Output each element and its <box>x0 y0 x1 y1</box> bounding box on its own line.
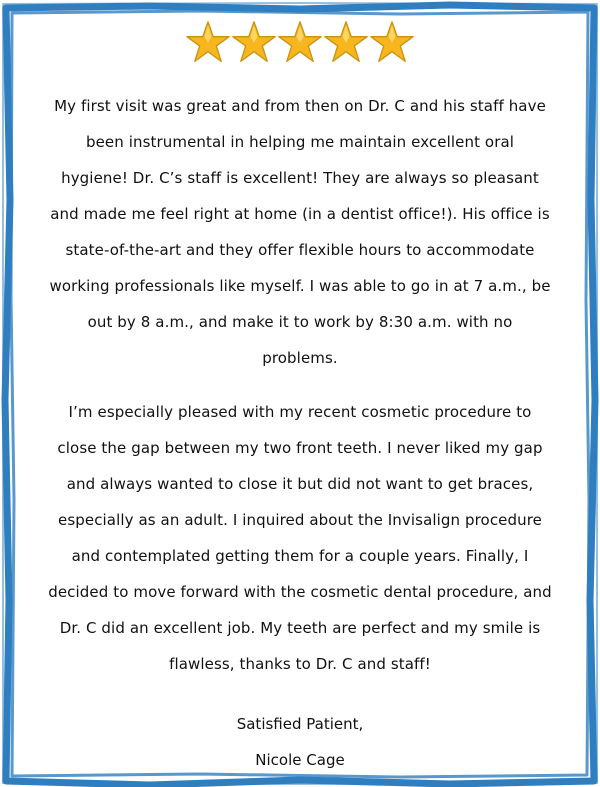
review-line: state-of-the-art and they offer flexible hours to accommodate <box>65 241 535 259</box>
review-line: close the gap between my two front teeth. I never liked my gap <box>57 439 543 457</box>
review-line: problems. <box>262 349 338 367</box>
review-line: been instrumental in helping me maintain excellent oral <box>85 133 515 151</box>
review-line: I’m especially pleased with my recent cosmetic procedure to <box>68 403 532 421</box>
review-line: My first visit was great and from then on Dr. C and his staff have <box>54 97 546 115</box>
author-name: Nicole Cage <box>255 751 345 769</box>
star-rating <box>26 20 574 70</box>
star-icon <box>186 20 230 64</box>
star-icon <box>232 20 276 64</box>
review-paragraph-2 <box>26 394 574 682</box>
star-icon <box>278 20 322 64</box>
review-line: and made me feel right at home (in a dentist office!). His office is <box>50 205 550 223</box>
signature-block <box>26 706 574 778</box>
review-line: especially as an adult. I inquired about the Invisalign procedure <box>58 511 542 529</box>
review-line: decided to move forward with the cosmetic dental procedure, and <box>48 583 552 601</box>
review-line: working professionals like myself. I was able to go in at 7 a.m., be <box>49 277 551 295</box>
review-line: out by 8 a.m., and make it to work by 8:30 a.m. with no <box>87 313 513 331</box>
star-icon <box>324 20 368 64</box>
testimonial <box>26 20 574 778</box>
review-paragraph-1 <box>26 88 574 376</box>
star-icon <box>370 20 414 64</box>
review-line: hygiene! Dr. C’s staff is excellent! They are always so pleasant <box>61 169 539 187</box>
review-line: and contemplated getting them for a couple years. Finally, I <box>71 547 529 565</box>
review-line: and always wanted to close it but did not want to get braces, <box>66 475 534 493</box>
review-line: flawless, thanks to Dr. C and staff! <box>169 655 431 673</box>
review-line: Dr. C did an excellent job. My teeth are perfect and my smile is <box>59 619 541 637</box>
signoff-text: Satisfied Patient, <box>236 715 364 733</box>
